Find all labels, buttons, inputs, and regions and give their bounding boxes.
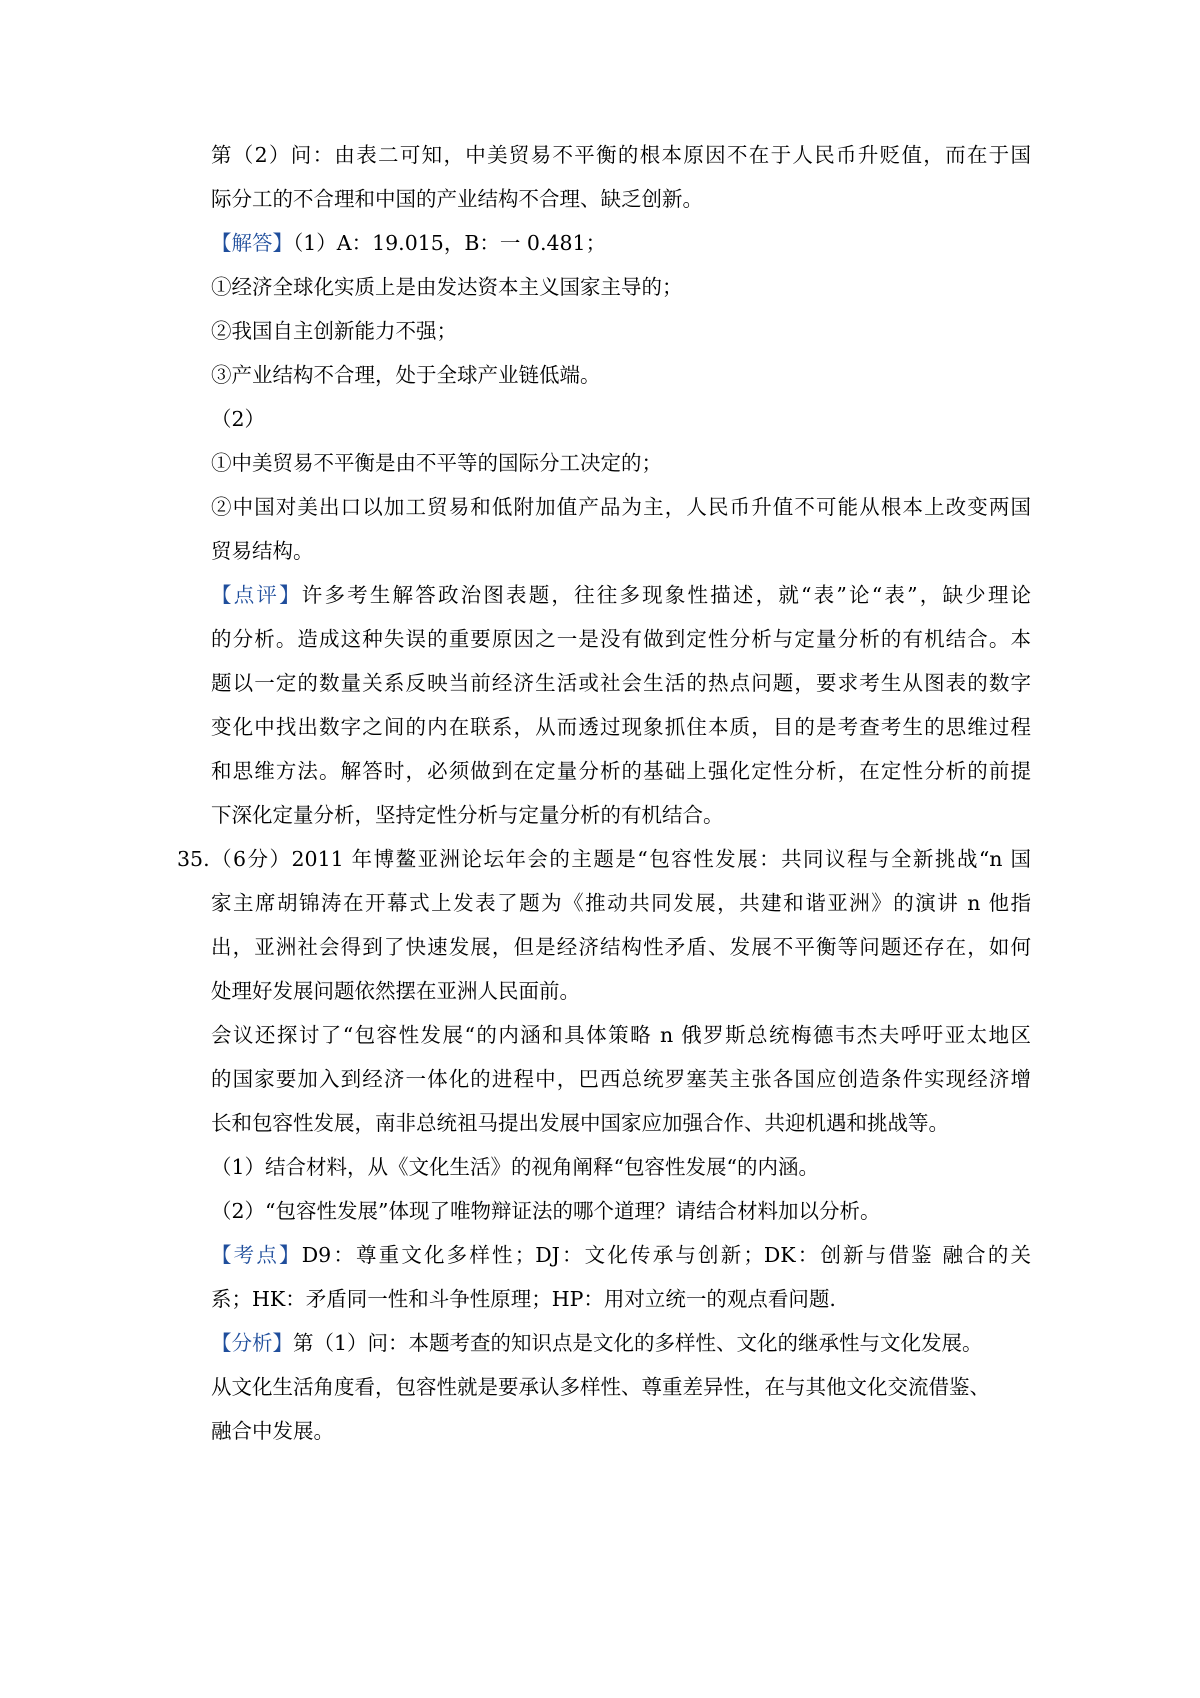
fenxi-tag: 【 分析 】 <box>211 1331 293 1355</box>
answer-point: 贸易结构。 <box>211 539 314 563</box>
sub-question-2: （2）“包容性发展”体现了唯物辩证法的哪个道理？请结合材料加以分析。 <box>211 1199 881 1223</box>
fenxi-line: 融合中发展。 <box>211 1419 334 1443</box>
review-line: 下深化定量分析，坚持定性分析与定量分析的有机结合。 <box>211 803 724 827</box>
review-line <box>211 580 1031 610</box>
answer-q2-label: （2） <box>211 407 266 431</box>
review-line: 的分析。造成这种失误的重要原因之一是没有做到定性分析与定量分析的有机结合。本 <box>211 627 1031 651</box>
review-line: 变化中找出数字之间的内在联系，从而透过现象抓住本质，目的是考查考生的思维过程 <box>211 715 1031 739</box>
kaodian-line: 系；HK：矛盾同一性和斗争性原理；HP：用对立统一的观点看问题. <box>211 1287 836 1311</box>
review-line: 和思维方法。解答时，必须做到在定量分析的基础上强化定性分析，在定性分析的前提 <box>211 759 1031 783</box>
fenxi-text: 第（1）问：本题考查的知识点是文化的多样性、文化的继承性与文化发展。 <box>293 1331 983 1355</box>
answer-point: ①中美贸易不平衡是由不平等的国际分工决定的； <box>211 451 662 475</box>
review-tag: 【 点评 】 <box>211 583 302 607</box>
answer-point: ③产业结构不合理，处于全球产业链低端。 <box>211 363 601 387</box>
fenxi-line <box>211 1328 1031 1358</box>
answer-heading-line <box>211 228 1031 258</box>
question-35-line: 出，亚洲社会得到了快速发展，但是经济结构性矛盾、发展不平衡等问题还存在，如何 <box>211 935 1031 959</box>
question-35-line: 家主席胡锦涛在开幕式上发表了题为《推动共同发展，共建和谐亚洲》的演讲 n 他指 <box>211 891 1031 915</box>
kaodian-tag: 【 考点 】 <box>211 1243 302 1267</box>
question-35-line: 处理好发展问题依然摆在亚洲人民面前。 <box>211 979 580 1003</box>
question-35-line: 35.（6分）2011 年博鳌亚洲论坛年会的主题是“包容性发展：共同议程与全新挑战“n 国 <box>177 847 1031 871</box>
answer-point: ②中国对美出口以加工贸易和低附加值产品为主，人民币升值不可能从根本上改变两国 <box>211 495 1031 519</box>
answer-text: （1）A：19.015，B：一 0.481； <box>293 231 607 255</box>
question-35-line: 长和包容性发展，南非总统祖马提出发展中国家应加强合作、共迎机遇和挑战等。 <box>211 1111 949 1135</box>
analysis-q2-line: 际分工的不合理和中国的产业结构不合理、缺乏创新。 <box>211 187 703 211</box>
answer-tag: 【 解答 】 <box>211 231 293 255</box>
review-text: 许多考生解答政治图表题，往往多现象性描述，就“表”论“表”，缺少理论 <box>301 583 1032 607</box>
kaodian-line <box>211 1240 1031 1270</box>
question-35-line: 的国家要加入到经济一体化的进程中，巴西总统罗塞芙主张各国应创造条件实现经济增 <box>211 1067 1031 1091</box>
answer-point: ②我国自主创新能力不强； <box>211 319 457 343</box>
review-line: 题以一定的数量关系反映当前经济生活或社会生活的热点问题，要求考生从图表的数字 <box>211 671 1031 695</box>
fenxi-line: 从文化生活角度看，包容性就是要承认多样性、尊重差异性，在与其他文化交流借鉴、 <box>211 1375 990 1399</box>
kaodian-text: D9：尊重文化多样性；DJ：文化传承与创新；DK：创新与借鉴 融合的关 <box>301 1243 1032 1267</box>
analysis-q2-line: 第（2）问：由表二可知，中美贸易不平衡的根本原因不在于人民币升贬值，而在于国 <box>211 143 1031 167</box>
question-35-line: 会议还探讨了“包容性发展“的内涵和具体策略 n 俄罗斯总统梅德韦杰夫呼吁亚太地区 <box>211 1023 1031 1047</box>
answer-point: ①经济全球化实质上是由发达资本主义国家主导的； <box>211 275 683 299</box>
sub-question-1: （1）结合材料，从《文化生活》的视角阐释“包容性发展“的内涵。 <box>211 1155 820 1179</box>
